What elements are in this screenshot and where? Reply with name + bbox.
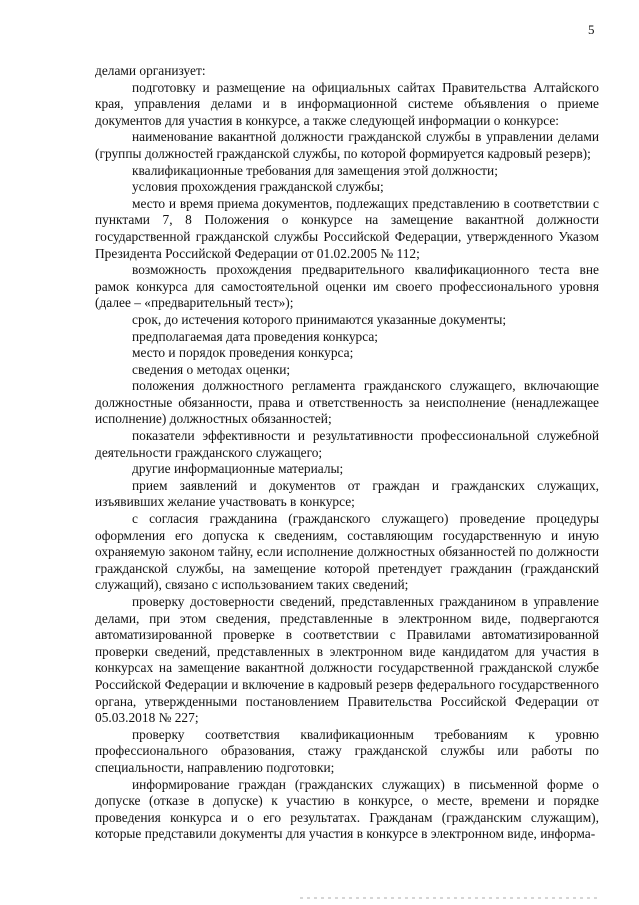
paragraph: наименование вакантной должности гражданской службы в управлении делами (группы должностей гражданской службы, по которой формируется кадровый резерв); — [95, 129, 599, 161]
paragraph: информирование граждан (гражданских служащих) в письменной форме о допуске (отказе в допуске) к участию в конкурсе, о месте, времени и порядке проведения конкурса и о его результатах. Гражданам (гражданским служащим), которые представили документы для участия в конкурсе в электронном виде, информа- — [95, 776, 599, 842]
paragraph: сведения о методах оценки; — [132, 361, 291, 377]
paragraph: условия прохождения гражданской службы; — [132, 179, 384, 195]
paragraph: квалификационные требования для замещения этой должности; — [132, 162, 498, 178]
scan-artifact — [300, 897, 600, 899]
paragraph: срок, до истечения которого принимаются указанные документы; — [132, 311, 507, 327]
paragraph: с согласия гражданина (гражданского служащего) проведение процедуры оформления его допуска к сведениям, составляющим государственную и иную охраняемую законом тайну, если исполнение должностных обязанностей по должности гражданской службы, на замещение которой претендует гражданин (гражданский служащий), связано с использованием таких сведений; — [95, 511, 599, 593]
paragraph: проверку соответствия квалификационным требованиям к уровню профессионального образования, стажу гражданской службы или работы по специальности, направлению подготовки; — [95, 726, 599, 775]
document-body — [95, 63, 599, 843]
paragraph: подготовку и размещение на официальных сайтах Правительства Алтайского края, управления делами и в информационной системе объявления о приеме документов для участия в конкурсе, а также следующей информации о конкурсе: — [95, 79, 599, 128]
paragraph: место и порядок проведения конкурса; — [132, 345, 354, 361]
paragraph: показатели эффективности и результативности профессиональной служебной деятельности гражданского служащего; — [95, 428, 599, 460]
paragraph: делами организует: — [95, 63, 206, 78]
paragraph: прием заявлений и документов от граждан и гражданских служащих, изъявивших желание участвовать в конкурсе; — [95, 477, 599, 510]
paragraph: место и время приема документов, подлежащих представлению в соответствии с пунктами 7, 8 Положения о конкурсе на замещение вакантной должности государственной гражданской службы Российской Федерации, утвержденного Указом Президента Российской Федерации от 01.02.2005 № 112; — [95, 195, 599, 261]
paragraph: положения должностного регламента гражданского служащего, включающие должностные обязанности, права и ответственность за неисполнение (ненадлежащее исполнение) должностных обязанностей; — [95, 378, 599, 427]
paragraph: предполагаемая дата проведения конкурса; — [132, 328, 379, 344]
page-number: 5 — [588, 22, 595, 37]
paragraph: другие информационные материалы; — [132, 461, 344, 477]
paragraph: проверку достоверности сведений, представленных гражданином в управление делами, при этом сведения, представленные в электронном виде, подвергаются автоматизированной проверке в соответствии с Правилами автоматизированной проверки сведений, представленных в электронном виде кандидатом для участия в конкурсах на замещение вакантной должности государственной гражданской службе Российской Федерации и включение в кадровый резерв федерального государственного органа, утвержденными постановлением Правительства Российской Федерации от 05.03.2018 № 227; — [95, 594, 599, 726]
paragraph: возможность прохождения предварительного квалификационного теста вне рамок конкурса для самостоятельной оценки им своего профессионального уровня (далее – «предварительный тест»); — [95, 262, 599, 311]
